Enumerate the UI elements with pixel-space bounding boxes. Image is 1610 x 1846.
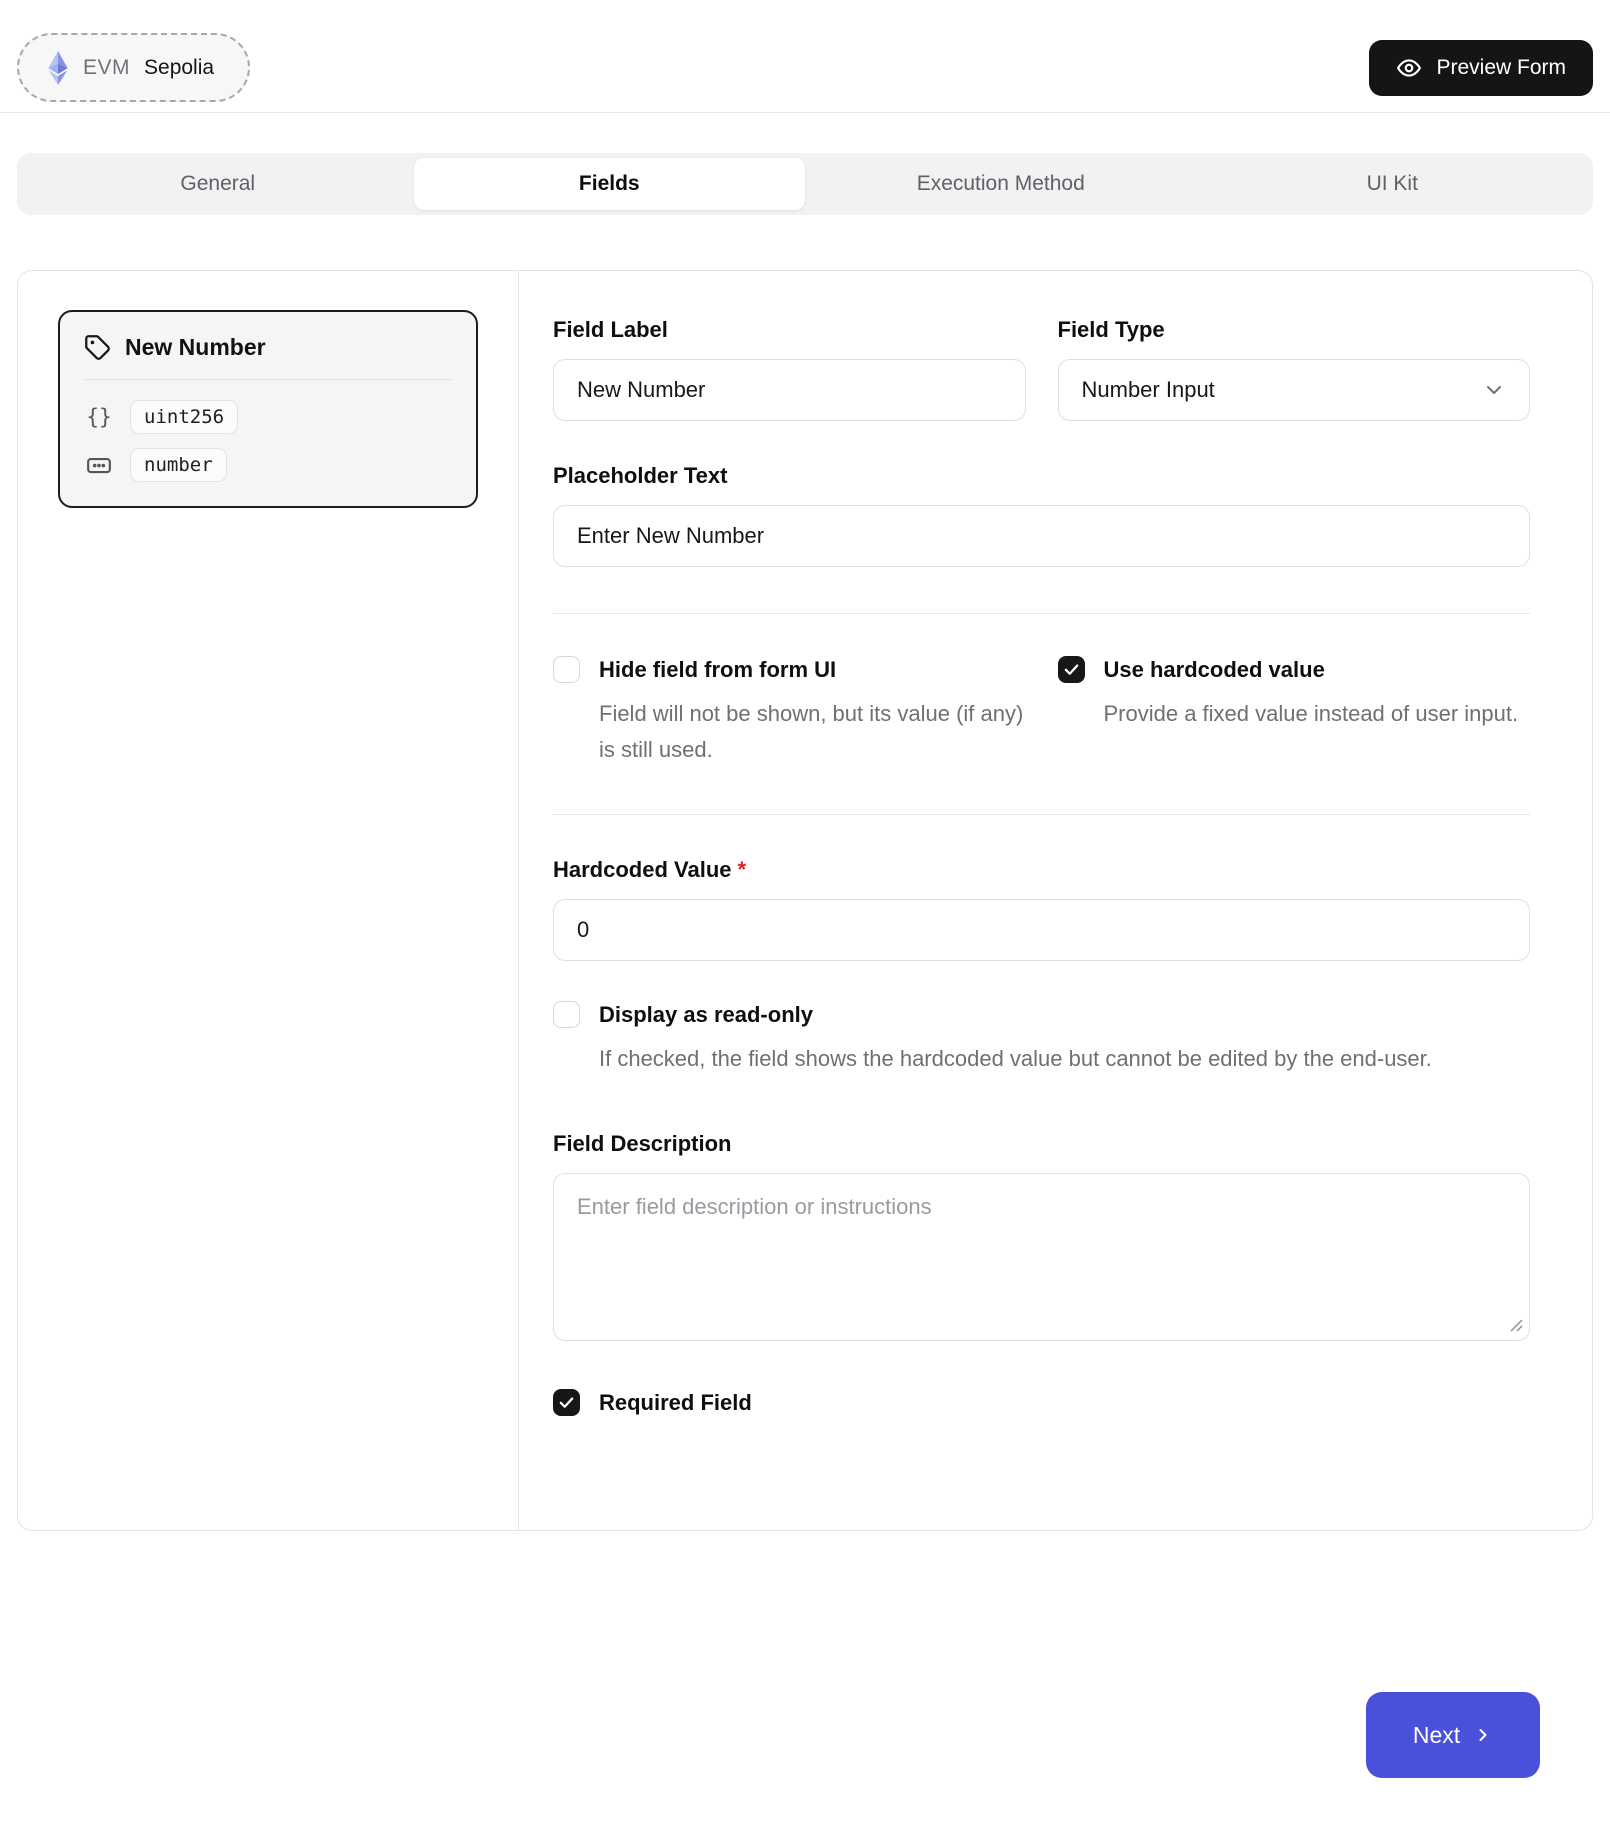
field-settings-column	[519, 271, 1592, 1530]
use-hardcoded-description: Provide a fixed value instead of user input.	[1103, 701, 1519, 726]
tab-execution-method[interactable]	[805, 158, 1197, 210]
hide-field-checkbox[interactable]	[553, 656, 580, 683]
placeholder-text-input[interactable]	[553, 505, 1530, 567]
field-card-title: New Number	[125, 334, 266, 360]
network-badge[interactable]	[17, 33, 250, 102]
check-icon	[1063, 661, 1080, 678]
display-readonly-description: If checked, the field shows the hardcoded value but cannot be edited by the end-user.	[599, 1046, 1432, 1071]
hide-field-label: Hide field from form UI	[599, 657, 837, 682]
tab-general[interactable]	[22, 158, 414, 210]
input-type-row	[84, 448, 452, 482]
preview-form-label: Preview Form	[1436, 55, 1566, 79]
field-description-label: Field Description	[553, 1131, 732, 1156]
next-button-label: Next	[1412, 1721, 1461, 1748]
tab-execution-method-label: Execution Method	[916, 172, 1085, 195]
hardcoded-value-input[interactable]	[553, 899, 1530, 961]
page-header	[0, 0, 1610, 113]
display-readonly-checkbox-row[interactable]	[553, 999, 1530, 1030]
solidity-type-row	[84, 400, 452, 434]
required-field-checkbox[interactable]	[553, 1389, 580, 1416]
field-list-column	[18, 271, 519, 1530]
use-hardcoded-label: Use hardcoded value	[1103, 657, 1325, 682]
field-type-select[interactable]	[1058, 359, 1531, 421]
use-hardcoded-checkbox-row[interactable]	[1058, 654, 1531, 685]
chain-label: EVM	[83, 55, 131, 79]
required-asterisk: *	[737, 857, 747, 882]
tab-general-label: General	[180, 172, 256, 195]
field-card-new-number[interactable]	[58, 310, 478, 508]
display-readonly-label: Display as read-only	[599, 1002, 813, 1027]
card-divider	[84, 379, 452, 380]
next-button[interactable]	[1366, 1692, 1540, 1778]
fields-editor-panel	[17, 270, 1593, 1531]
field-type-value: Number Input	[1081, 377, 1215, 402]
hardcoded-value-label	[553, 857, 1530, 883]
required-field-checkbox-row[interactable]	[553, 1387, 1530, 1418]
input-type-badge: number	[130, 448, 227, 482]
chevron-down-icon	[1482, 378, 1506, 402]
tab-ui-kit-label: UI Kit	[1366, 172, 1418, 195]
check-icon	[558, 1394, 575, 1411]
solidity-type-badge: uint256	[130, 400, 238, 434]
tab-bar	[17, 153, 1593, 215]
field-type-label: Field Type	[1057, 317, 1165, 342]
tab-fields[interactable]	[414, 158, 806, 210]
field-description-textarea[interactable]	[553, 1173, 1530, 1341]
field-label-label: Field Label	[553, 317, 668, 342]
ethereum-icon	[47, 51, 69, 85]
braces-icon: {}	[86, 405, 112, 429]
tab-fields-label: Fields	[578, 172, 640, 195]
display-readonly-checkbox[interactable]	[553, 1001, 580, 1028]
field-label-input[interactable]	[553, 359, 1026, 421]
hardcoded-value-label-text: Hardcoded Value	[553, 857, 732, 882]
chevron-right-icon	[1473, 1725, 1493, 1745]
hide-field-checkbox-row[interactable]	[553, 654, 1026, 685]
preview-form-button[interactable]	[1369, 40, 1593, 96]
hide-field-description: Field will not be shown, but its value (if any) is still used.	[599, 701, 1024, 762]
input-field-icon	[84, 452, 114, 478]
network-label: Sepolia	[144, 55, 215, 79]
tab-ui-kit[interactable]	[1197, 158, 1589, 210]
section-divider	[553, 613, 1530, 614]
eye-icon	[1396, 55, 1422, 81]
use-hardcoded-checkbox[interactable]	[1058, 656, 1085, 683]
required-field-label: Required Field	[599, 1390, 752, 1415]
placeholder-text-label: Placeholder Text	[553, 463, 728, 488]
section-divider	[553, 814, 1530, 815]
tag-icon	[84, 334, 111, 361]
